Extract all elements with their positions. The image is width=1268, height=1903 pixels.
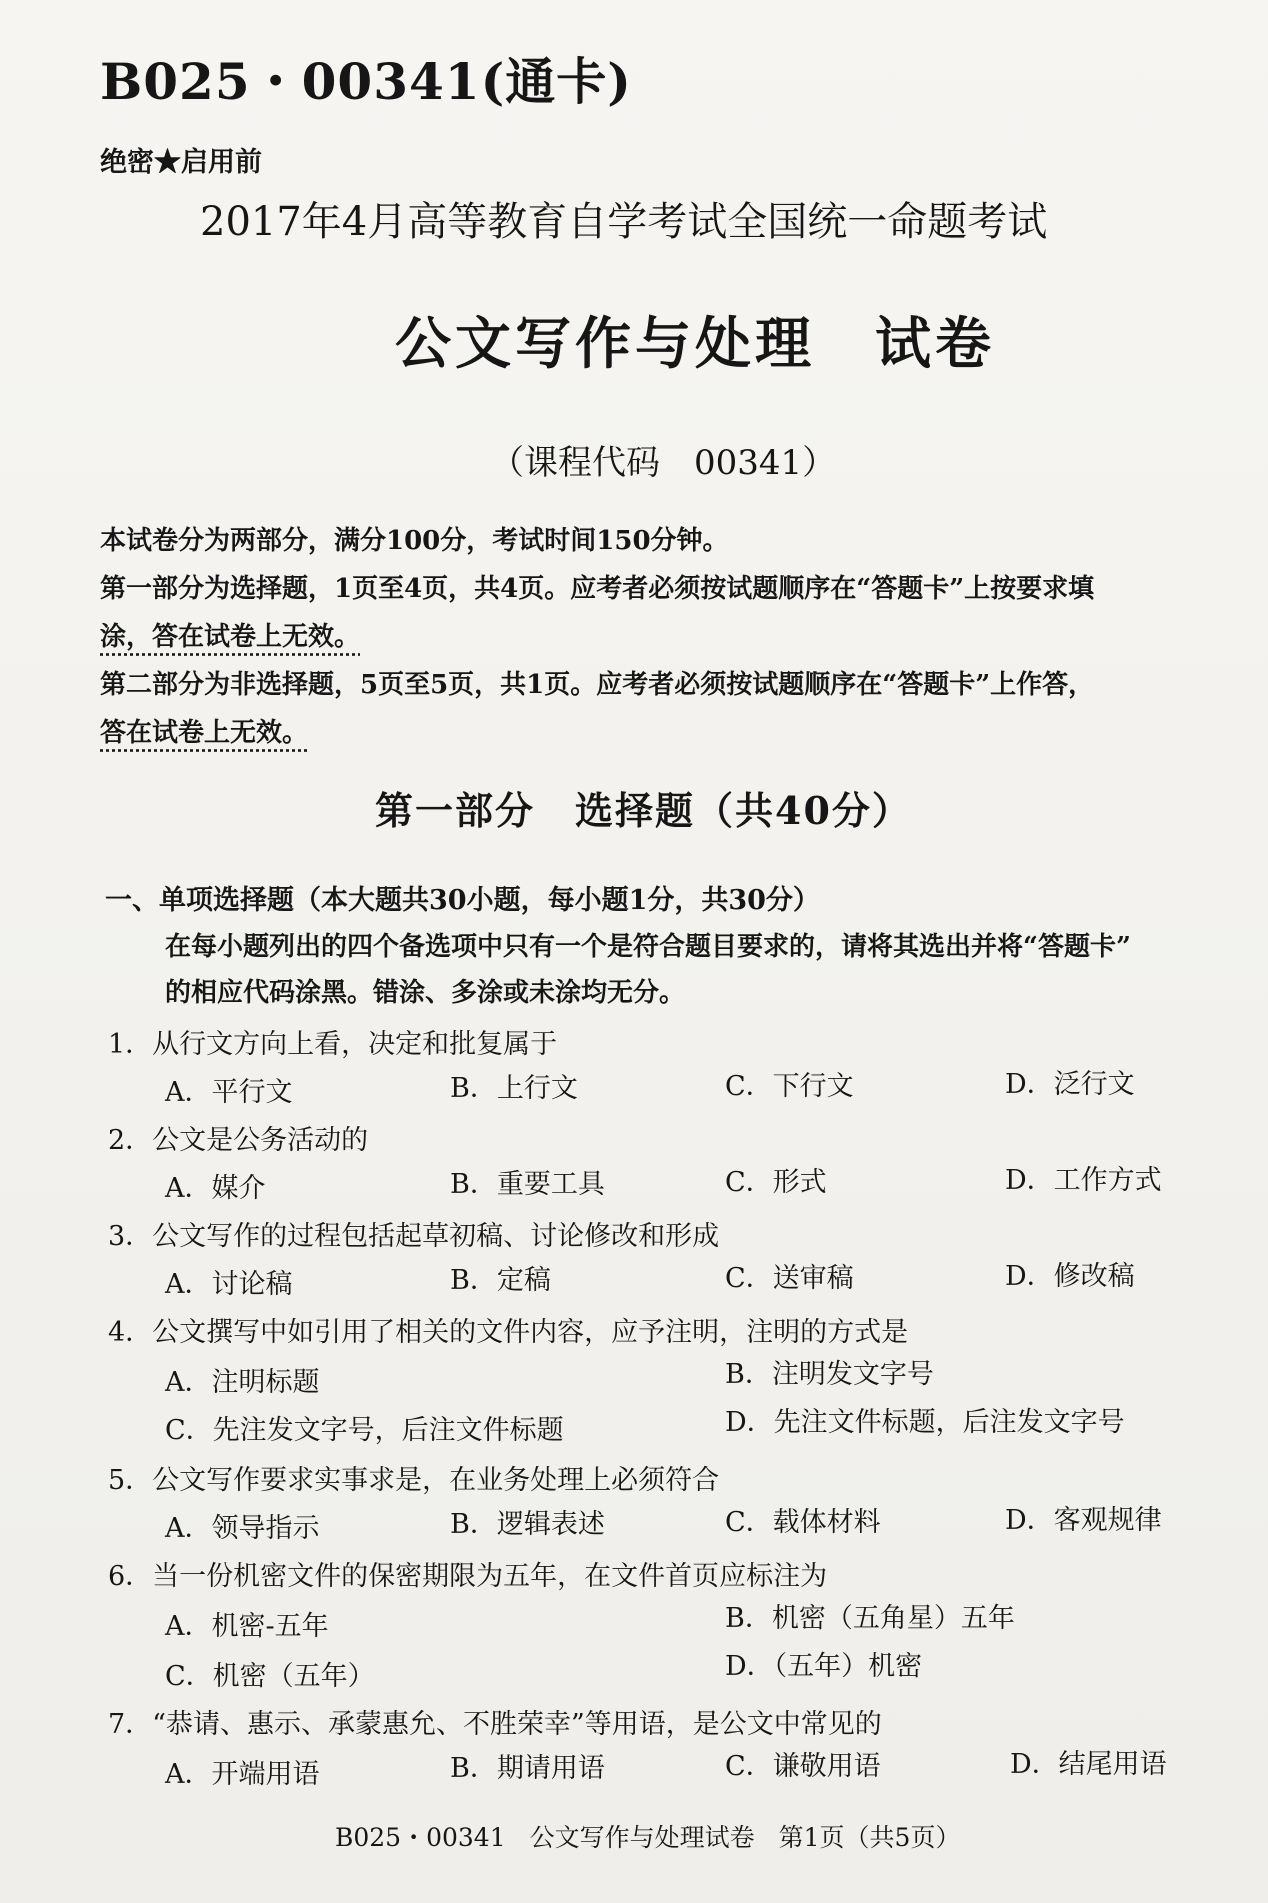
q4-option-b: B．注明发文字号 xyxy=(725,1359,934,1390)
q4-option-a: A．注明标题 xyxy=(165,1367,320,1398)
section-heading: 一、单项选择题（本大题共30小题，每小题1分，共30分） xyxy=(105,885,820,916)
page-footer xyxy=(335,1818,960,1854)
section-instruction-1: 在每小题列出的四个备选项中只有一个是符合题目要求的，请将其选出并将“答题卡” xyxy=(165,932,1131,962)
q5-option-b: B．逻辑表述 xyxy=(450,1509,605,1540)
q1-option-d: D．泛行文 xyxy=(1005,1069,1135,1100)
q3-option-a: A．讨论稿 xyxy=(165,1269,293,1300)
q2-option-c: C．形式 xyxy=(725,1167,827,1198)
q6-option-d: D．（五年）机密 xyxy=(725,1651,923,1682)
q3-option-d: D．修改稿 xyxy=(1005,1261,1135,1292)
question-6-stem: 6．当一份机密文件的保密期限为五年，在文件首页应标注为 xyxy=(108,1561,828,1592)
q7-option-c: C．谦敬用语 xyxy=(725,1751,881,1782)
q3-option-c: C．送审稿 xyxy=(725,1263,854,1294)
q4-option-c: C．先注发文字号，后注文件标题 xyxy=(165,1415,564,1446)
intro-line-3-cont-text: 答在试卷上无效。 xyxy=(100,718,309,748)
part1-title: 第一部分 选择题（共40分） xyxy=(375,788,912,833)
intro-line-3-cont xyxy=(100,712,308,749)
q4-option-d: D．先注文件标题，后注发文字号 xyxy=(725,1407,1125,1438)
question-2-stem: 2．公文是公务活动的 xyxy=(108,1125,369,1156)
question-7-stem: 7．“恭请、惠示、承蒙惠允、不胜荣幸”等用语，是公文中常见的 xyxy=(108,1709,882,1740)
q1-option-b: B．上行文 xyxy=(450,1073,578,1104)
question-3-stem: 3．公文写作的过程包括起草初稿、讨论修改和形成 xyxy=(108,1221,720,1252)
q5-option-a: A．领导指示 xyxy=(165,1513,320,1544)
q1-option-c: C．下行文 xyxy=(725,1071,854,1102)
question-1-stem: 1．从行文方向上看，决定和批复属于 xyxy=(108,1029,558,1060)
intro-line-1: 本试卷分为两部分，满分100分，考试时间150分钟。 xyxy=(100,526,729,556)
q5-option-d: D．客观规律 xyxy=(1005,1505,1162,1536)
q5-option-c: C．载体材料 xyxy=(725,1507,881,1538)
footer-page: 第1页（共5页） xyxy=(778,1823,961,1852)
q1-option-a: A．平行文 xyxy=(165,1077,293,1108)
paper-title: 公文写作与处理 试卷 xyxy=(395,311,995,377)
q6-option-c: C．机密（五年） xyxy=(165,1661,375,1692)
footer-title: 公文写作与处理试卷 xyxy=(529,1823,755,1852)
section-instruction-2: 的相应代码涂黑。错涂、多涂或未涂均无分。 xyxy=(165,978,686,1008)
question-4-stem: 4．公文撰写中如引用了相关的文件内容，应予注明，注明的方式是 xyxy=(108,1317,909,1348)
q3-option-b: B．定稿 xyxy=(450,1265,551,1296)
q2-option-b: B．重要工具 xyxy=(450,1169,605,1200)
q2-option-a: A．媒介 xyxy=(165,1173,266,1204)
intro-line-3: 第二部分为非选择题，5页至5页，共1页。应考者必须按试题顺序在“答题卡”上作答， xyxy=(100,670,1095,700)
course-code: （课程代码 00341） xyxy=(490,443,837,483)
footer-code: B025・00341 xyxy=(335,1823,506,1852)
question-5-stem: 5．公文写作要求实事求是，在业务处理上必须符合 xyxy=(108,1465,720,1496)
secret-label: 绝密★启用前 xyxy=(100,147,262,178)
q7-option-a: A．开端用语 xyxy=(165,1759,320,1790)
intro-line-2-cont-text: 涂，答在试卷上无效。 xyxy=(100,622,361,652)
intro-line-2-cont xyxy=(100,616,360,653)
intro-line-2: 第一部分为选择题，1页至4页，共4页。应考者必须按试题顺序在“答题卡”上按要求填 xyxy=(100,574,1095,604)
exam-title: 2017年4月高等教育自学考试全国统一命题考试 xyxy=(200,199,1048,245)
q7-option-b: B．期请用语 xyxy=(450,1753,605,1784)
q6-option-b: B．机密（五角星）五年 xyxy=(725,1603,1015,1634)
q2-option-d: D．工作方式 xyxy=(1005,1165,1162,1196)
q6-option-a: A．机密-五年 xyxy=(165,1611,329,1642)
q7-option-d: D．结尾用语 xyxy=(1010,1749,1167,1780)
paper-code: B025・00341(通卡) xyxy=(100,52,632,111)
